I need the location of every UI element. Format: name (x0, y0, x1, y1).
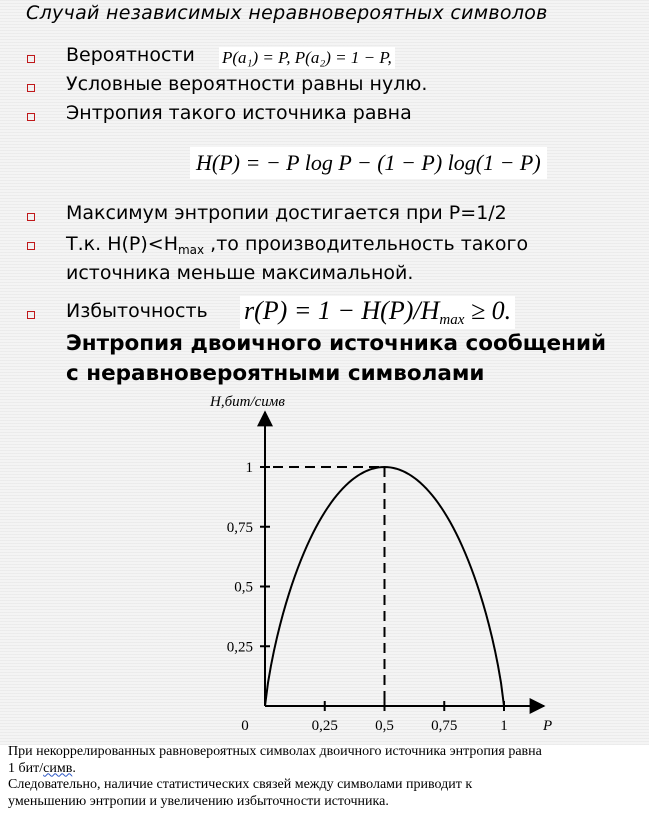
entropy-formula: H(P) = − P log P − (1 − P) log(1 − P) (190, 147, 547, 179)
x-tick-label: 1 (500, 718, 508, 734)
bullet-marker (27, 84, 35, 92)
y-axis-label: H,бит/симв (210, 394, 285, 410)
x-axis-label: P (543, 718, 553, 734)
probabilities-formula: P(a₁) = P, P(a₂) = 1 − P, (219, 47, 395, 69)
bullet-productivity: Т.к. $H(P)<H_{max}$ ,то производительность такого источника меньше максимальной. (66, 233, 529, 284)
bullet-marker (27, 242, 35, 250)
bullet-marker (27, 311, 35, 319)
x-tick-label: 0,5 (375, 718, 394, 734)
footer-note: При некоррелированных равновероятных символах двоичного источника энтропия равна 1 бит/симв. Следовательно, наличие статистических связей между символами приводит к уменьшению энтропии и увеличению избыточности источника. (8, 744, 542, 809)
bullet-maximum: Максимум энтропии достигается при P=1/2 (66, 202, 507, 224)
y-tick-label: 1 (245, 460, 253, 476)
y-tick-label: 0,5 (234, 579, 253, 596)
bullet-redundancy: Избыточность (66, 300, 208, 322)
bullet-marker (27, 213, 35, 221)
bullet-probabilities: Вероятности (66, 44, 195, 66)
x-tick-label: 0 (241, 718, 249, 734)
bullet-marker (27, 113, 35, 121)
bullet-conditional: Условные вероятности равны нулю. (66, 73, 428, 95)
x-tick-label: 0,25 (311, 718, 338, 734)
bullet-marker (27, 55, 35, 63)
slide-title: Случай независимых неравновероятных символов (26, 2, 548, 24)
y-tick-label: 0,25 (226, 639, 253, 656)
chart-heading: Энтропия двоичного источника сообщений с неравновероятными символами (66, 331, 607, 386)
entropy-chart (180, 388, 580, 740)
bullet-entropy-is: Энтропия такого источника равна (66, 102, 412, 124)
redundancy-formula: $r(P) = 1 - H(P)/H_{max} \ge 0$. (240, 296, 515, 329)
y-ticks (227, 460, 270, 655)
y-tick-label: 0,75 (226, 519, 253, 536)
x-tick-label: 0,75 (431, 718, 458, 734)
